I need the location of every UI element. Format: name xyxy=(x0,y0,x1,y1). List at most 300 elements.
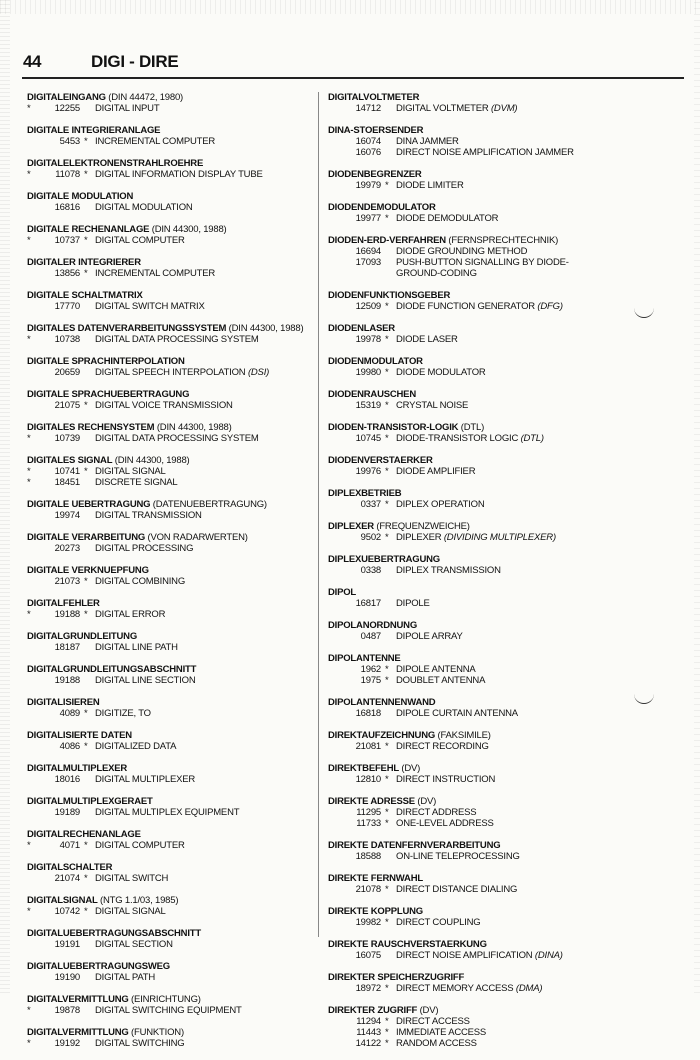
translation-row xyxy=(328,774,618,785)
translation-term: DIGITAL SPEECH INTERPOLATION xyxy=(95,367,246,378)
translation-row xyxy=(27,906,332,917)
entry-number: 16076 xyxy=(355,147,381,158)
translation-term: DIODE-TRANSISTOR LOGIC xyxy=(396,433,519,444)
preferred-marker: * xyxy=(84,741,88,752)
entry-term-word: DIGITALSCHALTER xyxy=(27,862,113,873)
translation-row xyxy=(27,400,332,411)
entry-term-word: DIGITALISIERTE DATEN xyxy=(27,730,132,741)
entry-term xyxy=(328,488,618,499)
standard-star-marker: * xyxy=(27,840,31,851)
translation-term: CRYSTAL NOISE xyxy=(396,400,469,411)
entry-term-word: DIGITALE INTEGRIERANLAGE xyxy=(27,125,161,136)
entry-term-word: DIREKTAUFZEICHNUNG xyxy=(328,730,436,741)
entry-term xyxy=(27,631,332,642)
translation-term: DIPLEX OPERATION xyxy=(396,499,485,510)
dictionary-entry xyxy=(27,730,332,752)
translation-term: GROUND-CODING xyxy=(396,268,477,279)
translation-text xyxy=(396,1038,477,1049)
translation-term: DIGITAL SWITCH xyxy=(95,873,169,884)
translation-term: DIGITAL MULTIPLEXER xyxy=(95,774,196,785)
entry-term-word: DIPLEXUEBERTRAGUNG xyxy=(328,554,440,565)
translation-row xyxy=(27,774,332,785)
preferred-marker: * xyxy=(84,609,88,620)
entry-term xyxy=(27,323,332,334)
translation-term: DIODE DEMODULATOR xyxy=(396,213,499,224)
translation-text xyxy=(95,774,195,785)
preferred-marker: * xyxy=(385,818,389,829)
translation-abbreviation: (DVM) xyxy=(490,103,518,114)
entry-term xyxy=(27,994,332,1005)
entry-number: 0337 xyxy=(360,499,381,510)
translation-text xyxy=(396,774,495,785)
entry-number: 19190 xyxy=(54,972,80,983)
translation-text xyxy=(396,268,477,279)
translation-text xyxy=(396,136,459,147)
entry-term-word: DIGITALELEKTRONENSTRAHLROEHRE xyxy=(27,158,204,169)
translation-text xyxy=(396,103,517,114)
translation-text xyxy=(95,1038,185,1049)
entry-term-note: (DIN 44300, 1988) xyxy=(154,422,232,433)
translation-text xyxy=(396,675,485,686)
standard-star-marker: * xyxy=(27,235,31,246)
translation-text xyxy=(95,136,215,147)
entry-number: 20659 xyxy=(54,367,80,378)
entry-term-word: DIGITALE VERARBEITUNG xyxy=(27,532,146,543)
dictionary-entry xyxy=(328,873,618,895)
entry-term-note: (FUNKTION) xyxy=(128,1027,184,1038)
entry-number: 16817 xyxy=(355,598,381,609)
preferred-marker: * xyxy=(385,499,389,510)
entry-term-word: DIGITALE SPRACHUEBERTRAGUNG xyxy=(27,389,190,400)
entry-term xyxy=(27,224,332,235)
dictionary-entry xyxy=(328,1005,618,1049)
preferred-marker: * xyxy=(84,873,88,884)
translation-text xyxy=(95,169,263,180)
translation-text xyxy=(95,939,173,950)
translation-text xyxy=(396,598,430,609)
entry-number: 10739 xyxy=(54,433,80,444)
dictionary-entry xyxy=(27,356,332,378)
entry-term-word: DIGITALRECHENANLAGE xyxy=(27,829,141,840)
translation-row xyxy=(328,147,618,158)
pencil-check-mark-icon xyxy=(634,307,654,318)
preferred-marker: * xyxy=(84,708,88,719)
translation-row xyxy=(27,169,332,180)
translation-text xyxy=(95,334,259,345)
translation-term: DIGITAL INPUT xyxy=(95,103,160,114)
entry-term xyxy=(328,730,618,741)
preferred-marker: * xyxy=(385,741,389,752)
translation-row xyxy=(328,675,618,686)
translation-term: DIPLEXER xyxy=(396,532,442,543)
translation-text xyxy=(396,367,486,378)
entry-number: 16816 xyxy=(54,202,80,213)
translation-row xyxy=(27,1005,332,1016)
translation-text xyxy=(95,301,205,312)
entry-number: 1975 xyxy=(360,675,381,686)
entry-term-note: (DATENUEBERTRAGUNG) xyxy=(150,499,267,510)
entry-term xyxy=(328,235,618,246)
translation-row xyxy=(328,334,618,345)
entry-number: 0338 xyxy=(360,565,381,576)
entry-term-word: DIGITALSIGNAL xyxy=(27,895,98,906)
entry-number: 11294 xyxy=(356,1016,381,1027)
entry-term-word: DIGITALE SCHALTMATRIX xyxy=(27,290,143,301)
translation-text xyxy=(396,466,475,477)
entry-term-word: DIGITALER INTEGRIERER xyxy=(27,257,141,268)
entry-term xyxy=(27,697,332,708)
dictionary-entry xyxy=(27,389,332,411)
translation-term: DIGITAL COMPUTER xyxy=(95,840,185,851)
translation-abbreviation: (DMA) xyxy=(515,983,543,994)
entry-term-word: DIREKTER ZUGRIFF xyxy=(328,1005,418,1016)
translation-term: DIPOLE ANTENNA xyxy=(396,664,476,675)
entry-term xyxy=(328,1005,618,1016)
entry-term-word: DIODENRAUSCHEN xyxy=(328,389,416,400)
translation-text xyxy=(95,576,185,587)
translation-text xyxy=(396,147,574,158)
translation-row xyxy=(328,301,618,312)
entry-term xyxy=(27,356,332,367)
dictionary-entry xyxy=(27,92,332,114)
entry-term-note: (FERNSPRECHTECHNIK) xyxy=(445,235,559,246)
translation-row xyxy=(328,246,618,257)
translation-text xyxy=(95,609,165,620)
translation-row xyxy=(27,543,332,554)
entry-term-word: DIGITALEINGANG xyxy=(27,92,106,103)
standard-star-marker: * xyxy=(27,466,31,477)
dictionary-entry xyxy=(27,191,332,213)
translation-term: DIGITAL DATA PROCESSING SYSTEM xyxy=(95,433,259,444)
entry-term-word: DIGITALE MODULATION xyxy=(27,191,134,202)
translation-text xyxy=(396,818,494,829)
preferred-marker: * xyxy=(385,664,389,675)
translation-text xyxy=(95,1005,242,1016)
dictionary-entry xyxy=(27,1027,332,1049)
translation-abbreviation: (DTL) xyxy=(520,433,544,444)
preferred-marker: * xyxy=(385,917,389,928)
entry-number: 19982 xyxy=(355,917,381,928)
entry-term xyxy=(27,730,332,741)
translation-row xyxy=(328,565,618,576)
translation-text xyxy=(396,1016,470,1027)
dictionary-entry xyxy=(328,906,618,928)
entry-number: 0487 xyxy=(360,631,381,642)
preferred-marker: * xyxy=(84,235,88,246)
translation-text xyxy=(95,708,151,719)
translation-text xyxy=(396,884,517,895)
translation-row xyxy=(328,851,618,862)
entry-term-note: (FAKSIMILE) xyxy=(435,730,491,741)
translation-term: DIGITAL VOICE TRANSMISSION xyxy=(95,400,233,411)
column-divider xyxy=(318,92,319,937)
translation-text xyxy=(396,950,563,961)
translation-text xyxy=(95,202,193,213)
translation-term: DIGITAL SWITCH MATRIX xyxy=(95,301,205,312)
dictionary-entry xyxy=(27,158,332,180)
translation-text xyxy=(95,268,215,279)
entry-number: 11443 xyxy=(356,1027,381,1038)
translation-row xyxy=(27,301,332,312)
standard-star-marker: * xyxy=(27,103,31,114)
translation-row xyxy=(328,807,618,818)
dictionary-entry xyxy=(328,730,618,752)
entry-term xyxy=(27,455,332,466)
page-title: DIGI - DIRE xyxy=(91,52,179,71)
entry-number: 19191 xyxy=(54,939,80,950)
entry-term xyxy=(328,92,618,103)
entry-term-word: DIPLEXBETRIEB xyxy=(328,488,402,499)
entry-term xyxy=(328,906,618,917)
page-number: 44 xyxy=(23,52,41,71)
entry-term xyxy=(328,939,618,950)
entry-term-word: DIGITALES RECHENSYSTEM xyxy=(27,422,155,433)
translation-term: DIODE LASER xyxy=(396,334,458,345)
entry-term-word: DIGITALES DATENVERARBEITUNGSSYSTEM xyxy=(27,323,227,334)
translation-row xyxy=(328,741,618,752)
entry-term-word: DIGITALUEBERTRAGUNGSABSCHNITT xyxy=(27,928,201,939)
translation-term: DIGITAL COMBINING xyxy=(95,576,186,587)
translation-term: ON-LINE TELEPROCESSING xyxy=(396,851,520,862)
entry-term xyxy=(27,928,332,939)
translation-text xyxy=(396,664,476,675)
translation-term: DIODE FUNCTION GENERATOR xyxy=(396,301,535,312)
translation-row xyxy=(328,180,618,191)
translation-term: DIRECT NOISE AMPLIFICATION xyxy=(396,950,533,961)
dictionary-entry xyxy=(328,697,618,719)
translation-text xyxy=(95,510,202,521)
translation-row xyxy=(27,1038,332,1049)
translation-term: DIRECT MEMORY ACCESS xyxy=(396,983,514,994)
translation-term: DIRECT NOISE AMPLIFICATION JAMMER xyxy=(396,147,574,158)
translation-term: DIGITAL SIGNAL xyxy=(95,906,166,917)
standard-star-marker: * xyxy=(27,1005,31,1016)
entry-term xyxy=(328,290,618,301)
translation-row xyxy=(27,972,332,983)
translation-text xyxy=(95,972,155,983)
pencil-check-mark-icon xyxy=(634,693,654,704)
translation-row xyxy=(27,136,332,147)
entry-term-word: DIGITALVERMITTLUNG xyxy=(27,1027,129,1038)
translation-term: DIPOLE xyxy=(396,598,430,609)
translation-text xyxy=(396,917,480,928)
dictionary-entry xyxy=(27,565,332,587)
dictionary-entry xyxy=(27,928,332,950)
entry-number: 10745 xyxy=(355,433,381,444)
dictionary-entry xyxy=(27,323,332,345)
entry-number: 21074 xyxy=(54,873,80,884)
standard-star-marker: * xyxy=(27,433,31,444)
dictionary-entry xyxy=(328,235,618,279)
translation-text xyxy=(95,906,166,917)
translation-term: DIGITAL INFORMATION DISPLAY TUBE xyxy=(95,169,263,180)
entry-number: 19977 xyxy=(355,213,381,224)
right-column xyxy=(328,92,618,1060)
entry-term xyxy=(27,191,332,202)
dictionary-entry xyxy=(27,455,332,488)
translation-row xyxy=(27,334,332,345)
entry-term-note: (NTG 1.1/03, 1985) xyxy=(97,895,179,906)
entry-term xyxy=(27,895,332,906)
translation-text xyxy=(396,851,520,862)
translation-abbreviation: (DINA) xyxy=(534,950,563,961)
standard-star-marker: * xyxy=(27,334,31,345)
entry-term-word: DIGITALVERMITTLUNG xyxy=(27,994,129,1005)
translation-term: DIGITAL ERROR xyxy=(95,609,166,620)
translation-text xyxy=(396,631,463,642)
translation-text xyxy=(95,433,259,444)
entry-number: 5453 xyxy=(59,136,80,147)
entry-number: 14122 xyxy=(355,1038,381,1049)
standard-star-marker: * xyxy=(27,609,31,620)
translation-term: DIODE MODULATOR xyxy=(396,367,486,378)
entry-number: 20273 xyxy=(54,543,80,554)
entry-term-word: DIODENBEGRENZER xyxy=(328,169,422,180)
entry-term-word: DIREKTE RAUSCHVERSTAERKUNG xyxy=(328,939,487,950)
entry-term-word: DIGITALGRUNDLEITUNG xyxy=(27,631,138,642)
translation-text xyxy=(396,708,518,719)
translation-text xyxy=(396,499,484,510)
entry-number: 16694 xyxy=(355,246,381,257)
translation-term: DOUBLET ANTENNA xyxy=(396,675,486,686)
translation-term: DIGITAL VOLTMETER xyxy=(396,103,489,114)
entry-term-note: (DIN 44300, 1988) xyxy=(149,224,227,235)
entry-term-word: DIGITALISIEREN xyxy=(27,697,100,708)
translation-term: DIRECT ADDRESS xyxy=(396,807,477,818)
translation-row xyxy=(328,257,618,268)
translation-row xyxy=(328,884,618,895)
entry-number: 17093 xyxy=(355,257,381,268)
translation-term: DIGITAL SWITCHING EQUIPMENT xyxy=(95,1005,242,1016)
entry-number: 19188 xyxy=(54,675,80,686)
entry-term xyxy=(328,323,618,334)
dictionary-entry xyxy=(27,961,332,983)
translation-row xyxy=(27,367,332,378)
dictionary-entry xyxy=(27,994,332,1016)
entry-term xyxy=(328,125,618,136)
translation-term: DIPLEX TRANSMISSION xyxy=(396,565,501,576)
dictionary-entry xyxy=(328,202,618,224)
entry-term xyxy=(27,257,332,268)
dictionary-entry xyxy=(27,829,332,851)
translation-term: DIGITAL LINE PATH xyxy=(95,642,178,653)
scan-noise-right xyxy=(694,0,700,993)
translation-term: DIGITAL PATH xyxy=(95,972,156,983)
translation-text xyxy=(396,180,464,191)
left-column xyxy=(27,92,332,1060)
translation-term: DIGITAL DATA PROCESSING SYSTEM xyxy=(95,334,259,345)
entry-number: 19979 xyxy=(355,180,381,191)
dictionary-entry xyxy=(27,532,332,554)
preferred-marker: * xyxy=(385,884,389,895)
translation-text xyxy=(95,675,196,686)
translation-text xyxy=(396,983,542,994)
entry-number: 19974 xyxy=(54,510,80,521)
entry-term-word: DIGITALFEHLER xyxy=(27,598,100,609)
dictionary-entry xyxy=(328,554,618,576)
entry-term-word: DIPOLANORDNUNG xyxy=(328,620,418,631)
entry-number: 19189 xyxy=(54,807,80,818)
preferred-marker: * xyxy=(385,807,389,818)
translation-text xyxy=(95,103,159,114)
translation-term: DIGITAL MULTIPLEX EQUIPMENT xyxy=(95,807,240,818)
entry-term-word: DINA-STOERSENDER xyxy=(328,125,424,136)
entry-term xyxy=(27,158,332,169)
translation-text xyxy=(396,1027,486,1038)
entry-term xyxy=(27,389,332,400)
translation-term: DIGITAL SECTION xyxy=(95,939,173,950)
translation-term: DIGITAL SIGNAL xyxy=(95,466,166,477)
translation-term: ONE-LEVEL ADDRESS xyxy=(396,818,494,829)
dictionary-entry xyxy=(328,389,618,411)
entry-term-word: DIGITALE VERKNUEPFUNG xyxy=(27,565,149,576)
dictionary-entry xyxy=(27,664,332,686)
translation-row xyxy=(27,510,332,521)
dictionary-entry xyxy=(27,697,332,719)
entry-term-word: DIGITALES SIGNAL xyxy=(27,455,113,466)
translation-row xyxy=(27,741,332,752)
entry-number: 11733 xyxy=(356,818,381,829)
entry-term-word: DIGITALE SPRACHINTERPOLATION xyxy=(27,356,185,367)
preferred-marker: * xyxy=(84,840,88,851)
dictionary-entry xyxy=(328,125,618,158)
translation-term: DIRECT ACCESS xyxy=(396,1016,470,1027)
entry-term xyxy=(328,169,618,180)
preferred-marker: * xyxy=(385,433,389,444)
entry-number: 17770 xyxy=(54,301,80,312)
translation-row xyxy=(27,840,332,851)
translation-row xyxy=(328,1016,618,1027)
standard-star-marker: * xyxy=(27,1038,31,1049)
translation-text xyxy=(95,235,185,246)
translation-row xyxy=(27,642,332,653)
preferred-marker: * xyxy=(385,466,389,477)
entry-term-word: DIREKTE DATENFERNVERARBEITUNG xyxy=(328,840,501,851)
entry-term xyxy=(27,829,332,840)
translation-text xyxy=(396,257,569,268)
translation-text xyxy=(396,532,556,543)
translation-term: DIGITAL LINE SECTION xyxy=(95,675,196,686)
translation-row xyxy=(328,631,618,642)
entry-number: 1962 xyxy=(360,664,381,675)
translation-text xyxy=(396,334,458,345)
translation-term: DIGITAL SWITCHING xyxy=(95,1038,185,1049)
translation-row xyxy=(27,873,332,884)
translation-row xyxy=(328,983,618,994)
translation-text xyxy=(396,433,544,444)
translation-row xyxy=(27,675,332,686)
entry-term xyxy=(27,422,332,433)
translation-row xyxy=(328,367,618,378)
translation-term: DINA JAMMER xyxy=(396,136,459,147)
translation-row xyxy=(328,400,618,411)
preferred-marker: * xyxy=(385,532,389,543)
translation-row xyxy=(328,499,618,510)
entry-term xyxy=(328,389,618,400)
entry-term-note: (FREQUENZWEICHE) xyxy=(373,521,470,532)
translation-row xyxy=(328,664,618,675)
entry-term xyxy=(27,1027,332,1038)
entry-number: 19192 xyxy=(54,1038,80,1049)
translation-term: DIPOLE CURTAIN ANTENNA xyxy=(396,708,518,719)
entry-term xyxy=(27,125,332,136)
translation-text xyxy=(396,400,468,411)
entry-term xyxy=(328,587,618,598)
translation-row xyxy=(328,917,618,928)
preferred-marker: * xyxy=(385,334,389,345)
entry-term-word: DIPOLANTENNE xyxy=(328,653,401,664)
entry-term-word: DIGITALVOLTMETER xyxy=(328,92,420,103)
